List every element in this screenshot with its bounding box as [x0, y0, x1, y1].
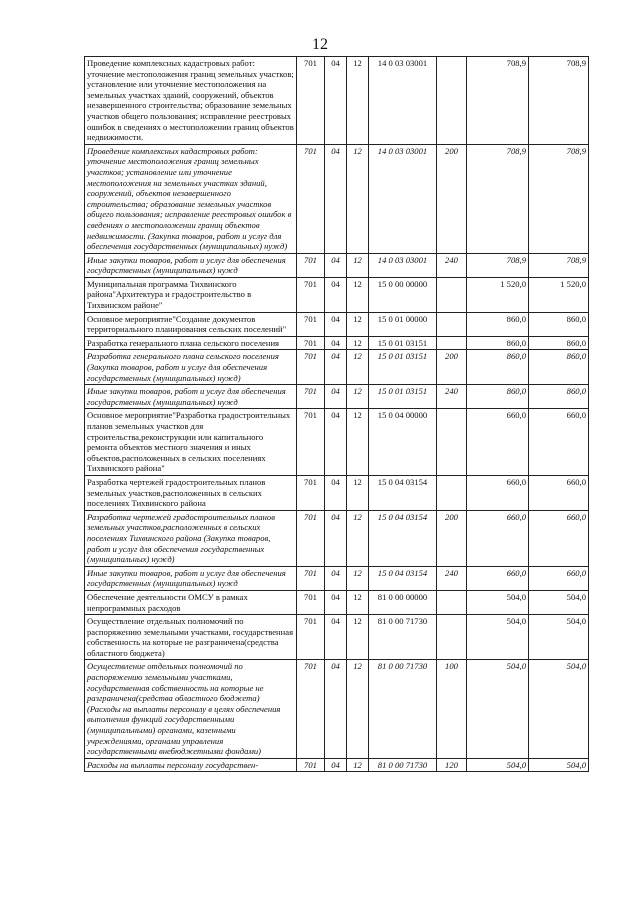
amount-2: 504,0	[529, 590, 589, 614]
expense-type-code	[437, 57, 467, 145]
table-row	[85, 57, 589, 145]
section-code: 04	[325, 475, 347, 510]
amount-2: 660,0	[529, 510, 589, 566]
expense-type-code	[437, 475, 467, 510]
expense-name: Проведение комплексных кадастровых работ: уточнение местоположения границ земельных участков; установление или уточнение местоположения на земельных участках зданий, сооружений, объектов незавершенного строительства; образование земельных участков общего пользования; исправление реестровых ошибок в сведениях о местоположении границ объектов недвижимости. (Закупка товаров, работ и услуг для обеспечения государственных (муниципальных) нужд)	[85, 144, 297, 253]
subsection-code: 12	[347, 312, 369, 336]
section-code: 04	[325, 615, 347, 660]
amount-2: 860,0	[529, 312, 589, 336]
expense-type-code	[437, 409, 467, 476]
subsection-code: 12	[347, 475, 369, 510]
table-row	[85, 566, 589, 590]
grbs-code: 701	[297, 409, 325, 476]
subsection-code: 12	[347, 350, 369, 385]
expense-name: Иные закупки товаров, работ и услуг для обеспечения государственных (муниципальных) нужд	[85, 566, 297, 590]
subsection-code: 12	[347, 510, 369, 566]
grbs-code: 701	[297, 566, 325, 590]
table-row	[85, 475, 589, 510]
target-article-code: 81 0 00 71730	[369, 758, 437, 772]
grbs-code: 701	[297, 144, 325, 253]
expense-type-code: 240	[437, 385, 467, 409]
subsection-code: 12	[347, 253, 369, 277]
expense-name: Расходы на выплаты персоналу государствен-	[85, 758, 297, 772]
expense-type-code: 100	[437, 660, 467, 758]
grbs-code: 701	[297, 277, 325, 312]
section-code: 04	[325, 57, 347, 145]
expense-name: Разработка чертежей градостроительных планов земельных участков,расположенных в сельских поселениях Тихвинского района (Закупка товаров, работ и услуг для обеспечения государственных (муниципальных) нужд)	[85, 510, 297, 566]
amount-1: 660,0	[467, 475, 529, 510]
amount-1: 504,0	[467, 615, 529, 660]
target-article-code: 15 0 04 00000	[369, 409, 437, 476]
grbs-code: 701	[297, 615, 325, 660]
target-article-code: 14 0 03 03001	[369, 57, 437, 145]
expense-type-code	[437, 590, 467, 614]
expense-type-code: 200	[437, 144, 467, 253]
amount-1: 708,9	[467, 144, 529, 253]
amount-1: 660,0	[467, 566, 529, 590]
amount-1: 860,0	[467, 336, 529, 350]
expense-name: Разработка генерального плана сельского поселения (Закупка товаров, работ и услуг для обеспечения государственных (муниципальных) нужд)	[85, 350, 297, 385]
expense-name: Муниципальная программа Тихвинского района"Архитектура и градостроительство в Тихвинском районе"	[85, 277, 297, 312]
subsection-code: 12	[347, 660, 369, 758]
grbs-code: 701	[297, 475, 325, 510]
amount-2: 660,0	[529, 475, 589, 510]
grbs-code: 701	[297, 590, 325, 614]
amount-1: 708,9	[467, 253, 529, 277]
subsection-code: 12	[347, 144, 369, 253]
expense-type-code: 240	[437, 253, 467, 277]
expense-type-code: 200	[437, 350, 467, 385]
section-code: 04	[325, 253, 347, 277]
amount-1: 504,0	[467, 758, 529, 772]
grbs-code: 701	[297, 510, 325, 566]
expense-type-code: 120	[437, 758, 467, 772]
table-row	[85, 590, 589, 614]
budget-table	[84, 56, 589, 772]
subsection-code: 12	[347, 57, 369, 145]
amount-2: 1 520,0	[529, 277, 589, 312]
amount-1: 1 520,0	[467, 277, 529, 312]
grbs-code: 701	[297, 758, 325, 772]
section-code: 04	[325, 350, 347, 385]
amount-1: 504,0	[467, 660, 529, 758]
section-code: 04	[325, 312, 347, 336]
subsection-code: 12	[347, 590, 369, 614]
table-row	[85, 510, 589, 566]
expense-type-code	[437, 277, 467, 312]
section-code: 04	[325, 590, 347, 614]
target-article-code: 81 0 00 00000	[369, 590, 437, 614]
expense-name: Осуществление отдельных полномочий по распоряжению земельными участками, государственная собственность на которые не разграничена(средства областного бюджета)	[85, 615, 297, 660]
table-row	[85, 385, 589, 409]
section-code: 04	[325, 336, 347, 350]
amount-2: 860,0	[529, 385, 589, 409]
table-row	[85, 312, 589, 336]
expense-name: Разработка генерального плана сельского поселения	[85, 336, 297, 350]
table-row	[85, 277, 589, 312]
table-row	[85, 660, 589, 758]
expense-name: Основное мероприятие"Создание документов территориального планирования сельских поселений"	[85, 312, 297, 336]
amount-2: 860,0	[529, 336, 589, 350]
target-article-code: 15 0 04 03154	[369, 475, 437, 510]
amount-1: 660,0	[467, 409, 529, 476]
target-article-code: 81 0 00 71730	[369, 660, 437, 758]
section-code: 04	[325, 385, 347, 409]
expense-type-code	[437, 615, 467, 660]
amount-2: 504,0	[529, 615, 589, 660]
amount-2: 708,9	[529, 57, 589, 145]
table-row	[85, 144, 589, 253]
amount-2: 708,9	[529, 253, 589, 277]
page-number: 12	[312, 36, 328, 53]
section-code: 04	[325, 758, 347, 772]
amount-1: 860,0	[467, 312, 529, 336]
grbs-code: 701	[297, 253, 325, 277]
target-article-code: 15 0 01 00000	[369, 312, 437, 336]
expense-type-code	[437, 336, 467, 350]
amount-1: 504,0	[467, 590, 529, 614]
grbs-code: 701	[297, 312, 325, 336]
target-article-code: 15 0 04 03154	[369, 566, 437, 590]
target-article-code: 15 0 00 00000	[369, 277, 437, 312]
expense-name: Обеспечение деятельности ОМСУ в рамках непрограммных расходов	[85, 590, 297, 614]
amount-2: 660,0	[529, 566, 589, 590]
target-article-code: 14 0 03 03001	[369, 144, 437, 253]
expense-name: Основное мероприятие"Разработка градостроительных планов земельных участков для строительства,реконструкции или капитального ремонта объектов местного значения и иных объектов,расположенных в сельских поселениях Тихвинского района"	[85, 409, 297, 476]
amount-2: 504,0	[529, 660, 589, 758]
subsection-code: 12	[347, 277, 369, 312]
target-article-code: 14 0 03 03001	[369, 253, 437, 277]
table-body	[85, 57, 589, 772]
subsection-code: 12	[347, 336, 369, 350]
section-code: 04	[325, 409, 347, 476]
amount-2: 504,0	[529, 758, 589, 772]
amount-1: 708,9	[467, 57, 529, 145]
grbs-code: 701	[297, 660, 325, 758]
subsection-code: 12	[347, 566, 369, 590]
subsection-code: 12	[347, 615, 369, 660]
table-row	[85, 350, 589, 385]
amount-2: 660,0	[529, 409, 589, 476]
section-code: 04	[325, 566, 347, 590]
table-row	[85, 409, 589, 476]
table-row	[85, 253, 589, 277]
amount-2: 708,9	[529, 144, 589, 253]
table-row	[85, 758, 589, 772]
target-article-code: 15 0 01 03151	[369, 385, 437, 409]
grbs-code: 701	[297, 57, 325, 145]
amount-1: 860,0	[467, 385, 529, 409]
subsection-code: 12	[347, 409, 369, 476]
table-row	[85, 336, 589, 350]
amount-1: 660,0	[467, 510, 529, 566]
amount-2: 860,0	[529, 350, 589, 385]
section-code: 04	[325, 144, 347, 253]
expense-type-code	[437, 312, 467, 336]
expense-name: Осуществление отдельных полномочий по распоряжению земельными участками, государственная собственность на которые не разграничена(средства областного бюджета) (Расходы на выплаты персоналу в целях обеспечения выполнения функций государственными (муниципальными) органами, казенными учреждениями, органами управления государственными внебюджетными фондами)	[85, 660, 297, 758]
expense-name: Иные закупки товаров, работ и услуг для обеспечения государственных (муниципальных) нужд	[85, 253, 297, 277]
subsection-code: 12	[347, 385, 369, 409]
section-code: 04	[325, 660, 347, 758]
expense-name: Разработка чертежей градостроительных планов земельных участков,расположенных в сельских поселениях Тихвинского района	[85, 475, 297, 510]
subsection-code: 12	[347, 758, 369, 772]
section-code: 04	[325, 510, 347, 566]
target-article-code: 15 0 01 03151	[369, 350, 437, 385]
expense-name: Иные закупки товаров, работ и услуг для обеспечения государственных (муниципальных) нужд	[85, 385, 297, 409]
target-article-code: 15 0 01 03151	[369, 336, 437, 350]
amount-1: 860,0	[467, 350, 529, 385]
target-article-code: 15 0 04 03154	[369, 510, 437, 566]
target-article-code: 81 0 00 71730	[369, 615, 437, 660]
grbs-code: 701	[297, 350, 325, 385]
expense-type-code: 240	[437, 566, 467, 590]
expense-type-code: 200	[437, 510, 467, 566]
grbs-code: 701	[297, 385, 325, 409]
expense-name: Проведение комплексных кадастровых работ: уточнение местоположения границ земельных участков; установление или уточнение местоположения на земельных участках зданий, сооружений, объектов незавершенного строительства; образование земельных участков общего пользования; исправление реестровых ошибок в сведениях о местоположении границ объектов недвижимости.	[85, 57, 297, 145]
grbs-code: 701	[297, 336, 325, 350]
section-code: 04	[325, 277, 347, 312]
table-row	[85, 615, 589, 660]
